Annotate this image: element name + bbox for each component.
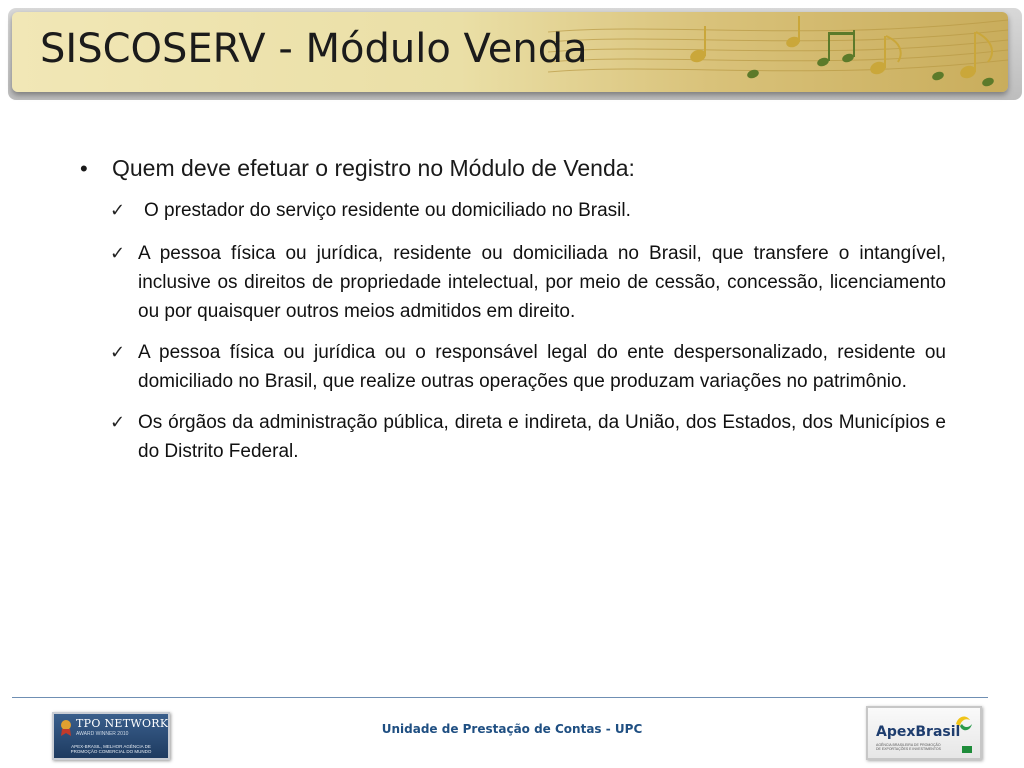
main-bullet bbox=[80, 155, 946, 182]
award-caption: AWARD WINNER 2010 bbox=[76, 731, 129, 737]
checkmark-icon: ✓ bbox=[110, 243, 126, 263]
check-item-text: A pessoa física ou jurídica, residente ou domiciliada no Brasil, que transfere o intangível, inclusive os direitos de propriedade intelectual, por meio de cessão, concessão, licenciamento ou por quaisquer outros meios admitidos em direito. bbox=[138, 243, 946, 322]
check-item-text: O prestador do serviço residente ou domiciliado no Brasil. bbox=[144, 200, 631, 221]
apexbrasil-logo bbox=[866, 706, 982, 760]
main-bullet-text: Quem deve efetuar o registro no Módulo de Venda: bbox=[112, 155, 635, 181]
check-item-text: Os órgãos da administração pública, direta e indireta, da União, dos Estados, dos Municípios e do Distrito Federal. bbox=[138, 412, 946, 462]
check-list bbox=[80, 196, 946, 466]
slide-content bbox=[80, 155, 946, 476]
checkmark-icon: ✓ bbox=[110, 412, 126, 432]
award-description: APEX-BRASIL, MELHOR AGÊNCIA DE PROMOÇÃO COMERCIAL DO MUNDO bbox=[70, 744, 152, 754]
apexbrasil-name: ApexBrasil bbox=[876, 724, 961, 740]
check-item bbox=[110, 408, 946, 466]
footer-divider bbox=[12, 697, 988, 698]
check-item bbox=[110, 239, 946, 326]
music-notes-decoration bbox=[548, 12, 1008, 92]
checkmark-icon: ✓ bbox=[110, 200, 126, 220]
checkmark-icon: ✓ bbox=[110, 342, 126, 362]
tpo-network-title: TPO NETWORK bbox=[76, 717, 169, 730]
apexbrasil-tagline: AGÊNCIA BRASILEIRA DE PROMOÇÃO DE EXPORTAÇÕES E INVESTIMENTOS bbox=[876, 743, 941, 751]
check-item bbox=[110, 196, 946, 225]
brazil-flag-icon bbox=[962, 746, 972, 753]
footer-unit-name: Unidade de Prestação de Contas - UPC bbox=[381, 722, 643, 736]
check-item-text: A pessoa física ou jurídica ou o responsável legal do ente despersonalizado, residente ou domiciliado no Brasil, que realize outras operações que produzam variações no patrimônio. bbox=[138, 342, 946, 392]
slide-title: SISCOSERV - Módulo Venda bbox=[40, 26, 588, 72]
bullet-dot-icon: • bbox=[80, 156, 88, 181]
tpo-network-award-logo bbox=[52, 712, 170, 760]
title-banner bbox=[12, 12, 1008, 92]
check-item bbox=[110, 338, 946, 396]
